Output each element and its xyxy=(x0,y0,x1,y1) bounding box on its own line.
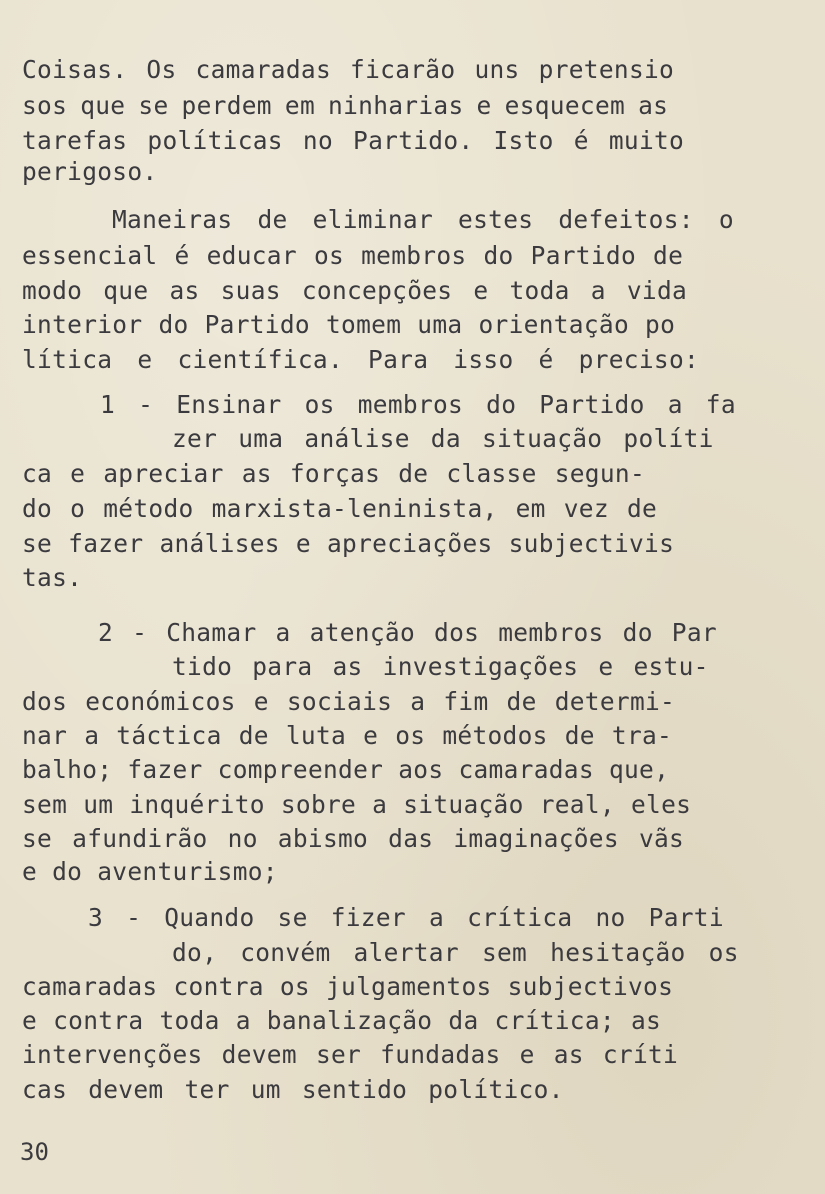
text-line: sos que se perdem em ninharias e esquecem as xyxy=(22,91,669,120)
text-line: do o método marxista-leninista, em vez de xyxy=(22,494,658,523)
text-line: modo que as suas concepções e toda a vida xyxy=(22,276,688,305)
text-line: e contra toda a banalização da crítica; as xyxy=(22,1006,662,1035)
list-item-2: 2 - Chamar a atenção dos membros do Par xyxy=(98,618,717,647)
text-line: se fazer análises e apreciações subjectivis xyxy=(22,529,675,558)
text-line: zer uma análise da situação políti xyxy=(172,424,714,453)
text-line: balho; fazer compreender aos camaradas que, xyxy=(22,755,670,784)
text-line: essencial é educar os membros do Partido de xyxy=(22,241,684,270)
text-line: nar a táctica de luta e os métodos de tra- xyxy=(22,721,673,750)
list-item-1: 1 - Ensinar os membros do Partido a fa xyxy=(100,390,736,419)
text-line: se afundirão no abismo das imaginações vãs xyxy=(22,824,685,853)
text-line: intervenções devem ser fundadas e as críti xyxy=(22,1040,679,1069)
text-line: cas devem ter um sentido político. xyxy=(22,1075,564,1104)
text-line: dos económicos e sociais a fim de determi- xyxy=(22,687,676,716)
text-line: lítica e científica. Para isso é preciso: xyxy=(22,345,700,374)
page-number: 30 xyxy=(20,1138,49,1166)
text-line: tido para as investigações e estu- xyxy=(172,652,709,681)
text-line: sem um inquérito sobre a situação real, eles xyxy=(22,790,692,819)
text-line: tas. xyxy=(22,563,83,592)
text-line: perigoso. xyxy=(22,157,158,186)
text-line: tarefas políticas no Partido. Isto é muito xyxy=(22,126,685,155)
text-line: do, convém alertar sem hesitação os xyxy=(172,938,739,967)
text-line: ca e apreciar as forças de classe segun- xyxy=(22,459,646,488)
text-line: Coisas. Os camaradas ficarão uns pretensio xyxy=(22,55,675,84)
list-item-3: 3 - Quando se fizer a crítica no Parti xyxy=(88,903,724,932)
text-line: interior do Partido tomem uma orientação po xyxy=(22,310,676,339)
paragraph-start: Maneiras de eliminar estes defeitos: o xyxy=(112,205,734,234)
text-line: e do aventurismo; xyxy=(22,857,278,886)
text-line: camaradas contra os julgamentos subjectivos xyxy=(22,972,674,1001)
